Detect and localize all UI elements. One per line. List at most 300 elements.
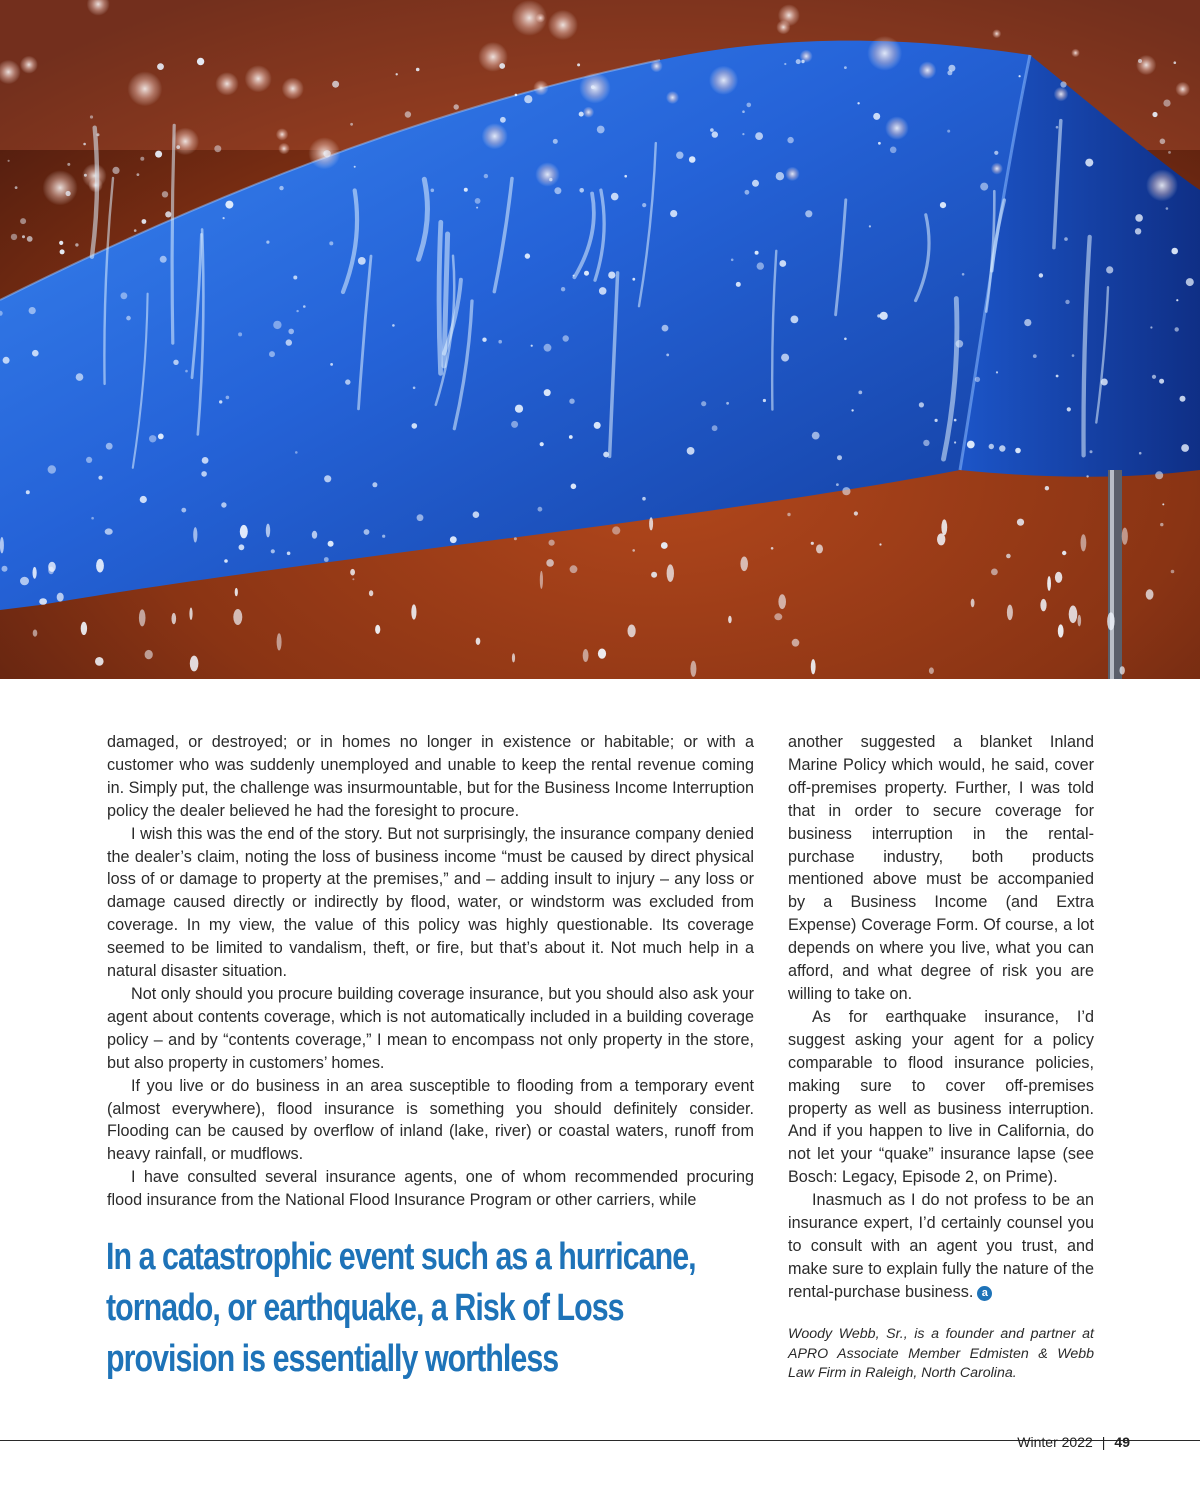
water-droplet	[880, 312, 888, 320]
bokeh-drop	[215, 72, 238, 95]
water-droplet	[295, 451, 298, 454]
water-droplet	[1056, 126, 1059, 129]
water-droplet	[712, 131, 718, 137]
water-droplet	[29, 307, 36, 314]
water-droplet	[202, 457, 209, 464]
falling-drop	[96, 559, 104, 573]
falling-drop	[139, 609, 146, 626]
water-droplet	[787, 513, 790, 516]
water-droplet	[776, 172, 784, 180]
falling-drop	[277, 633, 282, 650]
water-droplet	[1160, 139, 1166, 145]
water-droplet	[454, 104, 459, 109]
water-droplet	[279, 186, 283, 190]
water-droplet	[1171, 248, 1178, 255]
paragraph	[788, 1189, 1094, 1304]
falling-drop	[1069, 606, 1078, 624]
water-droplet	[417, 514, 424, 521]
water-droplet	[763, 399, 766, 402]
bokeh-drop	[919, 61, 937, 79]
water-droplet	[731, 259, 734, 262]
water-droplet	[710, 128, 714, 132]
water-droplet	[1017, 519, 1024, 526]
falling-drop	[1058, 624, 1064, 637]
water-droplet	[1090, 450, 1093, 453]
water-droplet	[515, 405, 523, 413]
bokeh-drop	[20, 56, 38, 74]
water-droplet	[1163, 100, 1170, 107]
bokeh-drop	[650, 60, 662, 72]
bokeh-drop	[511, 0, 547, 36]
bokeh-drop	[709, 66, 738, 95]
falling-drop	[1055, 572, 1062, 583]
water-droplet	[837, 455, 842, 460]
water-droplet	[84, 174, 87, 177]
falling-drop	[145, 650, 153, 659]
falling-drop	[1122, 528, 1128, 545]
water-droplet	[60, 249, 65, 254]
water-droplet	[569, 399, 574, 404]
water-droplet	[67, 163, 70, 166]
water-droplet	[1106, 266, 1113, 273]
water-droplet	[185, 370, 188, 373]
water-droplet	[591, 85, 595, 89]
falling-drop	[792, 639, 800, 647]
water-droplet	[473, 511, 480, 518]
falling-drop	[233, 609, 242, 625]
page-footer	[1017, 1431, 1130, 1453]
water-droplet	[632, 549, 635, 552]
water-droplet	[994, 151, 998, 155]
water-droplet	[962, 273, 965, 276]
water-droplet	[106, 443, 113, 450]
paragraph: As for earthquake insurance, I’d suggest asking your agent for a policy comparable to flood insurance policies, making sure to cover off-premises property as well as business interruption. And if you happen to live in California, do not let your “quake” insurance lapse (see Bosch: Legacy, Episode 2, on Prime).	[788, 1007, 1094, 1187]
water-droplet	[354, 166, 356, 168]
water-droplet	[162, 191, 168, 197]
water-droplet	[854, 511, 858, 515]
falling-drop	[971, 599, 975, 608]
water-droplet	[611, 193, 619, 201]
water-droplet	[531, 345, 533, 347]
water-droplet	[1155, 471, 1163, 479]
bokeh-drop	[666, 91, 679, 104]
falling-drop	[193, 527, 197, 542]
falling-drop	[774, 613, 782, 620]
bokeh-drop	[533, 80, 548, 95]
bokeh-drop	[885, 116, 909, 140]
water-droplet	[791, 316, 799, 324]
author-bio: Woody Webb, Sr., is a founder and partner at APRO Associate Member Edmisten & Webb Law Firm in Raleigh, North Carolina.	[788, 1326, 1094, 1382]
water-droplet	[1135, 228, 1141, 234]
water-droplet	[142, 219, 147, 224]
falling-drop	[937, 533, 945, 545]
water-droplet	[515, 94, 518, 97]
water-droplet	[701, 401, 706, 406]
falling-drop	[105, 528, 113, 534]
water-droplet	[811, 542, 814, 545]
water-droplet	[173, 360, 178, 365]
water-droplet	[836, 483, 839, 486]
water-droplet	[324, 557, 329, 562]
water-droplet	[642, 203, 646, 207]
water-droplet	[137, 173, 140, 176]
paragraph: If you live or do business in an area susceptible to flooding from a temporary event (almost everywhere), flood insurance is something you should definitely consider. Flooding can be caused by overflow of inland (lake, river) or coastal waters, runoff from heavy rainfall, or mudflows.	[107, 1076, 754, 1164]
water-droplet	[1006, 554, 1011, 559]
water-droplet	[842, 487, 850, 495]
falling-drop	[583, 649, 589, 662]
water-droplet	[878, 142, 881, 145]
water-droplet	[1176, 299, 1178, 301]
water-droplet	[197, 58, 204, 65]
falling-drop	[57, 593, 64, 602]
water-droplet	[238, 332, 242, 336]
water-droplet	[201, 471, 207, 477]
water-droplet	[805, 210, 812, 217]
paragraph: another suggested a blanket Inland Marine Policy which would, he said, cover off-premises property. Further, I was told that in order to secure coverage for business interruption in the rental-purchase industry, both products mentioned above must be accompanied by a Business Income (and Extra Expense) Coverage Form. Of course, a lot depends on where you live, what you can afford, and what degree of risk you are willing to take on.	[788, 733, 1094, 1003]
water-droplet	[345, 379, 350, 384]
water-droplet	[689, 156, 696, 163]
water-droplet	[158, 434, 164, 440]
falling-drop	[189, 608, 192, 620]
water-droplet	[27, 236, 33, 242]
bokeh-drop	[535, 162, 559, 186]
water-droplet	[549, 540, 555, 546]
bokeh-drop	[245, 65, 272, 92]
water-droplet	[464, 188, 468, 192]
paragraph: Not only should you procure building coverage insurance, but you should also ask your agent about contents coverage, which is not automatically included in a building coverage policy – and by “contents coverage,” I mean to encompass not only property in the store, but also property in customers’ homes.	[107, 984, 754, 1072]
bokeh-drop	[776, 20, 790, 34]
falling-drop	[33, 567, 37, 579]
water-droplet	[11, 234, 17, 240]
falling-drop	[1007, 605, 1013, 621]
water-droplet	[271, 549, 275, 553]
water-droplet	[1064, 237, 1068, 241]
water-droplet	[781, 354, 789, 362]
water-droplet	[476, 207, 478, 209]
water-droplet	[980, 183, 988, 191]
water-droplet	[160, 256, 167, 263]
water-droplet	[923, 440, 929, 446]
water-droplet	[1019, 75, 1021, 77]
water-droplet	[223, 217, 225, 219]
water-droplet	[563, 335, 569, 341]
falling-drop	[1107, 612, 1115, 630]
pull-quote: In a catastrophic event such as a hurricane, tornado, or earthquake, a Risk of Loss provision is essentially worthless	[106, 1236, 696, 1380]
water-droplet	[358, 257, 366, 265]
water-droplet	[324, 475, 331, 482]
water-droplet	[873, 113, 880, 120]
hero-photo	[0, 0, 1200, 679]
water-droplet	[919, 402, 924, 407]
falling-drop	[172, 613, 177, 624]
water-droplet	[796, 59, 801, 64]
water-droplet	[975, 377, 980, 382]
water-droplet	[747, 103, 752, 108]
footer-separator: |	[1101, 1434, 1106, 1450]
water-droplet	[330, 363, 333, 366]
water-droplet	[382, 535, 385, 538]
falling-drop	[728, 616, 732, 624]
water-droplet	[20, 218, 26, 224]
water-droplet	[948, 65, 955, 72]
water-droplet	[801, 60, 804, 63]
water-droplet	[286, 339, 292, 345]
water-droplet	[83, 143, 86, 146]
falling-drop	[1081, 534, 1087, 551]
water-droplet	[561, 287, 565, 291]
water-droplet	[661, 542, 668, 549]
water-droplet	[396, 73, 398, 75]
falling-drop	[811, 659, 816, 674]
water-droplet	[32, 350, 39, 357]
water-droplet	[66, 191, 71, 196]
water-droplet	[553, 139, 558, 144]
water-droplet	[670, 210, 677, 217]
water-droplet	[413, 387, 416, 390]
water-droplet	[1175, 327, 1179, 331]
water-droplet	[1181, 444, 1189, 452]
water-droplet	[224, 559, 228, 563]
water-droplet	[288, 329, 294, 335]
water-droplet	[155, 151, 162, 158]
falling-drop	[235, 588, 238, 596]
falling-drop	[411, 604, 416, 619]
water-droplet	[599, 287, 607, 295]
falling-drop	[1078, 615, 1082, 627]
falling-drop	[1047, 576, 1051, 591]
water-droplet	[372, 482, 377, 487]
water-droplet	[511, 421, 518, 428]
falling-drop	[598, 649, 606, 659]
water-droplet	[126, 316, 131, 321]
water-droplet	[742, 133, 744, 135]
water-droplet	[1180, 396, 1186, 402]
water-droplet	[405, 111, 411, 117]
water-droplet	[75, 243, 78, 246]
water-droplet	[1168, 151, 1171, 154]
water-droplet	[269, 351, 275, 357]
falling-drop	[0, 537, 4, 553]
water-droplet	[787, 137, 793, 143]
bokeh-drop	[278, 143, 290, 155]
water-droplet	[266, 241, 269, 244]
falling-drop	[740, 557, 748, 572]
water-droplet	[1160, 523, 1163, 526]
bokeh-drop	[172, 128, 200, 156]
falling-drop	[1040, 599, 1046, 611]
falling-drop	[312, 531, 317, 539]
water-droplet	[544, 344, 552, 352]
water-droplet	[332, 81, 339, 88]
water-droplet	[2, 566, 8, 572]
water-droplet	[303, 305, 306, 308]
article-right-column	[788, 731, 1094, 1304]
water-droplet	[549, 178, 552, 181]
water-droplet	[584, 271, 589, 276]
water-droplet	[1159, 379, 1164, 384]
bokeh-drop	[127, 71, 162, 106]
water-droplet	[858, 391, 862, 395]
water-droplet	[947, 130, 950, 133]
water-droplet	[221, 502, 226, 507]
water-droplet	[239, 544, 245, 550]
water-droplet	[752, 180, 759, 187]
water-droplet	[996, 371, 998, 373]
water-droplet	[757, 262, 764, 269]
water-droplet	[98, 476, 102, 480]
water-droplet	[546, 559, 554, 567]
falling-drop	[540, 571, 543, 589]
bokeh-drop	[992, 29, 1001, 38]
water-droplet	[1056, 375, 1059, 378]
water-droplet	[736, 282, 741, 287]
water-droplet	[1171, 570, 1175, 574]
water-droplet	[594, 422, 601, 429]
water-droplet	[1174, 61, 1177, 64]
water-droplet	[608, 272, 615, 279]
water-droplet	[219, 400, 222, 403]
water-droplet	[181, 508, 186, 513]
water-droplet	[296, 310, 298, 312]
water-droplet	[273, 321, 281, 329]
water-droplet	[569, 435, 573, 439]
falling-drop	[1146, 589, 1154, 599]
water-droplet	[954, 441, 956, 443]
falling-drop	[350, 569, 355, 576]
water-droplet	[86, 457, 92, 463]
bokeh-drop	[1136, 55, 1156, 75]
water-droplet	[59, 241, 63, 245]
falling-drop	[929, 667, 934, 674]
water-droplet	[726, 402, 729, 405]
water-droplet	[554, 187, 561, 194]
water-droplet	[642, 497, 646, 501]
falling-drop	[628, 625, 636, 638]
water-droplet	[134, 229, 137, 232]
bokeh-drop	[785, 167, 799, 181]
water-droplet	[1065, 300, 1069, 304]
water-droplet	[967, 441, 975, 449]
water-droplet	[90, 115, 93, 118]
water-droplet	[651, 572, 657, 578]
water-droplet	[844, 66, 847, 69]
water-droplet	[1085, 159, 1093, 167]
water-droplet	[525, 253, 530, 258]
water-droplet	[857, 102, 859, 104]
water-droplet	[612, 526, 620, 534]
water-droplet	[687, 447, 695, 455]
falling-drop	[476, 638, 481, 645]
bokeh-drop	[579, 72, 610, 103]
water-droplet	[1086, 475, 1088, 477]
water-droplet	[499, 63, 505, 69]
water-droplet	[1138, 59, 1142, 63]
water-droplet	[624, 175, 627, 178]
water-droplet	[632, 278, 635, 281]
falling-drop	[20, 577, 29, 586]
water-droplet	[1060, 81, 1066, 87]
falling-drop	[690, 661, 696, 677]
issue-label: Winter 2022	[1017, 1434, 1093, 1450]
water-droplet	[1166, 207, 1169, 210]
water-droplet	[482, 338, 486, 342]
water-droplet	[157, 63, 164, 70]
water-droplet	[571, 484, 577, 490]
falling-drop	[375, 625, 380, 634]
bokeh-drop	[583, 107, 594, 118]
water-droplet	[1024, 319, 1031, 326]
water-droplet	[3, 357, 10, 364]
water-droplet	[287, 552, 291, 556]
bokeh-drop	[867, 36, 902, 71]
water-droplet	[579, 112, 584, 117]
water-droplet	[676, 152, 683, 159]
water-droplet	[329, 241, 333, 245]
water-droplet	[26, 490, 30, 494]
water-droplet	[22, 235, 25, 238]
water-droplet	[214, 145, 221, 152]
water-droplet	[1039, 273, 1043, 277]
bokeh-drop	[991, 163, 1003, 175]
water-droplet	[140, 157, 144, 161]
water-droplet	[475, 198, 481, 204]
falling-drop	[512, 653, 515, 662]
water-droplet	[165, 211, 171, 217]
water-droplet	[879, 543, 881, 545]
water-droplet	[524, 95, 532, 103]
falling-drop	[190, 656, 199, 672]
water-droplet	[500, 117, 506, 123]
water-droplet	[742, 110, 745, 113]
water-droplet	[412, 423, 418, 429]
falling-drop	[1120, 666, 1125, 674]
water-droplet	[431, 189, 435, 193]
water-droplet	[935, 419, 938, 422]
water-droplet	[851, 409, 853, 411]
water-droplet	[1067, 407, 1071, 411]
umbrella-in-rain-icon	[0, 0, 1200, 679]
water-droplet	[1150, 326, 1152, 328]
water-droplet	[1015, 448, 1021, 454]
falling-drop	[240, 525, 248, 538]
paragraph: damaged, or destroyed; or in homes no longer in existence or habitable; or with a customer who was suddenly unemployed and unable to keep the rental revenue coming in. Simply put, the challenge was insurmountable, but for the Business Income Interruption policy the dealer believed he had the foresight to procure.	[107, 733, 754, 820]
paragraph-text: Inasmuch as I do not profess to be an insurance expert, I’d certainly counsel you to consult with an agent you trust, and make sure to explain fully the nature of the rental-purchase business.	[788, 1191, 1094, 1301]
water-droplet	[812, 432, 820, 440]
water-droplet	[844, 338, 847, 341]
water-droplet	[1152, 112, 1157, 117]
water-droplet	[784, 63, 786, 65]
falling-drop	[667, 564, 674, 582]
water-droplet	[597, 126, 605, 134]
water-droplet	[1162, 503, 1164, 505]
water-droplet	[869, 225, 871, 227]
article-left-column	[107, 731, 754, 1212]
water-droplet	[1139, 452, 1142, 455]
bokeh-drop	[276, 128, 288, 140]
falling-drop	[941, 519, 947, 535]
water-droplet	[392, 324, 395, 327]
bokeh-drop	[482, 123, 508, 149]
bokeh-drop	[1071, 49, 1080, 58]
falling-drop	[33, 630, 38, 637]
water-droplet	[352, 578, 354, 580]
water-droplet	[323, 150, 330, 157]
water-droplet	[1152, 375, 1156, 379]
falling-drop	[48, 567, 54, 575]
water-droplet	[514, 537, 517, 540]
falling-drop	[778, 594, 786, 609]
water-droplet	[538, 507, 543, 512]
